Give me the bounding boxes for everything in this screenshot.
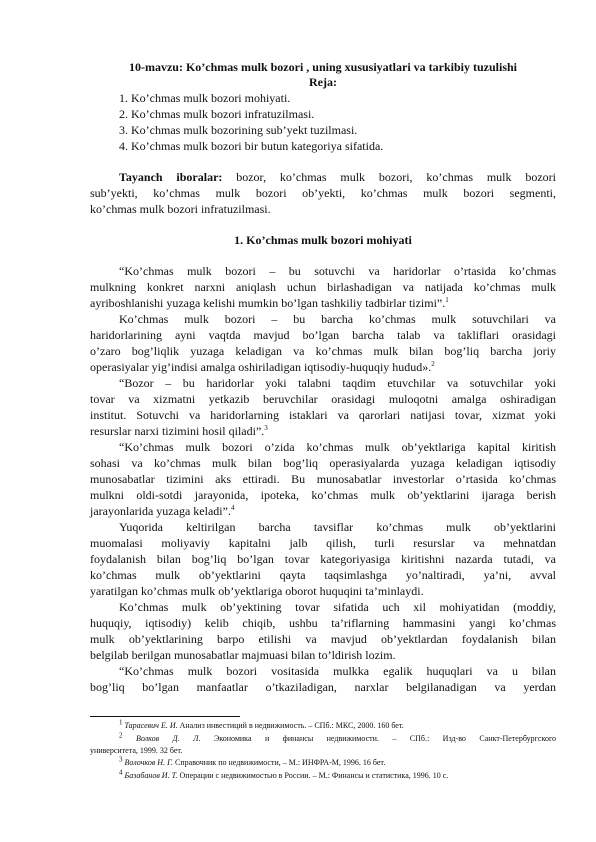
body-line: ko’chmas mulk ob’yektlarini qayta taqsimlashga yo’naltiradi, ya’ni, avval <box>90 568 556 582</box>
keywords-paragraph <box>119 170 556 185</box>
body-line: o’zaro bog’liqlik yuzaga keladigan va ko’chmas mulk bilan bog’liq barcha joriy <box>90 344 556 358</box>
footnote-ref[interactable]: 2 <box>431 360 435 368</box>
body-line: Yuqorida keltirilgan barcha tavsiflar ko’chmas mulk ob’yektlarini <box>119 520 556 534</box>
plan-heading: Reja: <box>309 75 337 89</box>
footnote-ref[interactable]: 4 <box>230 504 235 512</box>
body-line: “Ko’chmas mulk bozori o’zida ko’chmas mulk ob’yektlariga kapital kiritish <box>119 440 556 454</box>
body-line: yaratilgan ko’chmas mulk ob’yektlariga oborot huquqini ta’minlaydi. <box>90 584 424 598</box>
body-line: sohasi va ko’chmas mulk bilan bog’liq operasiyalarda yuzaga keladigan iqtisodiy <box>90 456 556 470</box>
keywords-text: bozor, ko’chmas mulk bozori, ko’chmas mulk bozori <box>222 170 556 184</box>
footnote-ref[interactable]: 1 <box>445 296 449 304</box>
body-line: resurslar narxi tizimini hosil qiladi”.$^3$ <box>90 424 268 438</box>
body-line: munosabatlar tizimini aks ettiradi. Bu munosabatlar investorlar o’rtasida ko’chmas <box>90 472 556 486</box>
body-line: huquqiy, iqtisodiy) kelib chiqib, ushbu ta’riflarning hammasini yangi ko’chmas <box>90 616 556 630</box>
body-line: institut. Sotuvchi va haridorlarning istaklari va qarorlari natijasi tovar, xizmat yoki <box>90 408 556 422</box>
section-heading: 1. Ko’chmas mulk bozori mohiyati <box>234 233 412 247</box>
body-line: muomalasi moliyaviy kapitalni jalb qilish, turli resurslar va mehnatdan <box>90 536 556 550</box>
page-title: 10-mavzu: Ko’chmas mulk bozori , uning xususiyatlari va tarkibiy tuzulishi <box>128 60 518 74</box>
body-line: tovar va xizmatni yetkazib beruvchilar orasidagi muloqotni amalga oshiradigan <box>90 392 556 406</box>
footnote-ref[interactable]: 3 <box>264 424 268 432</box>
body-line: mulk ob’yektlarining barpo etilishi va mavjud ob’yektlardan foydalanish bilan <box>90 632 556 646</box>
body-line: haridorlarining ayni vaqtda mavjud bo’lgan barcha talab va takliflari orasidagi <box>90 328 556 342</box>
body-line: Ko’chmas mulk ob’yektining tovar sifatida uch xil mohiyatidan (moddiy, <box>119 600 556 614</box>
footnote-continuation: университета, 1999. 32 бет. <box>90 746 183 755</box>
body-line: operasiyalar yig’indisi amalga oshiriladigan iqtisodiy-huquqiy hudud».$^2$ <box>90 360 435 374</box>
footnote: $^3$ Волочков Н. Г. Справочник по недвижимости, – М.: ИНФРА-М, 1996. 16 бет. <box>119 755 386 767</box>
body-line: “Bozor – bu haridorlar yoki talabni taqdim etuvchilar va sotuvchilar yoki <box>119 376 556 390</box>
body-line: mulkning konkret narxni aniqlash uchun birlashadigan va natijada ko’chmas mulk <box>90 280 556 294</box>
keywords-line: sub’yekti, ko’chmas mulk bozori ob’yekti, ko’chmas mulk bozori segmenti, <box>90 186 556 200</box>
keywords-label: Tayanch iboralar: <box>119 170 223 184</box>
body-line: Ko’chmas mulk bozori – bu barcha ko’chmas mulk sotuvchilari va <box>119 312 556 326</box>
plan-item: 3. Ko’chmas mulk bozorining sub’yekt tuzilmasi. <box>119 123 358 137</box>
plan-item: 4. Ko’chmas mulk bozori bir butun kategoriya sifatida. <box>119 139 384 153</box>
body-line: “Ko’chmas mulk bozori vositasida mulkka egalik huquqlari va u bilan <box>119 664 556 678</box>
footnote: $^2$ Волков Д. Л. Экономика и финансы недвижимости. – СПб.: Изд-во Санкт-Петербургского <box>119 731 557 743</box>
footnote: $^1$ Тарасевич Е. И. Анализ инвестиций в недвижимость. – СПб.: МКС, 2000. 160 бет. <box>119 718 404 730</box>
body-line: bog’liq bo’lgan manfaatlar o’tkaziladigan, narxlar belgilanadigan va yerdan <box>90 680 556 694</box>
footnote: $^4$ Базабанов И. Т. Операции с недвижимостью в России. – М.: Финансы и статистика, 1996. 10 с. <box>119 768 449 780</box>
plan-item: 1. Ko’chmas mulk bozori mohiyati. <box>119 91 291 105</box>
body-line: “Ko’chmas mulk bozori – bu sotuvchi va haridorlar o’rtasida ko’chmas <box>119 264 556 278</box>
body-line: foydalanish bilan bog’liq bo’lgan tovar kategoriyasiga kiritishni nazarda tutadi, va <box>90 552 556 566</box>
plan-item: 2. Ko’chmas mulk bozori infratuzilmasi. <box>119 107 315 121</box>
footnote-separator <box>90 716 240 717</box>
body-line: belgilab berilgan munosabatlar majmuasi bilan to’ldirish lozim. <box>90 648 396 662</box>
keywords-line: ko’chmas mulk bozori infratuzilmasi. <box>90 202 271 216</box>
body-line: ayriboshlanishi yuzaga kelishi mumkin bo’lgan tashkiliy tadbirlar tizimi”.$^1$ <box>90 296 449 310</box>
body-line: mulkni oldi-sotdi jarayonida, ipoteka, ko’chmas mulk ob’yektlarini ijaraga berish <box>90 488 556 502</box>
body-line: jarayonlarida yuzaga keladi”.$^4$ <box>90 504 235 518</box>
